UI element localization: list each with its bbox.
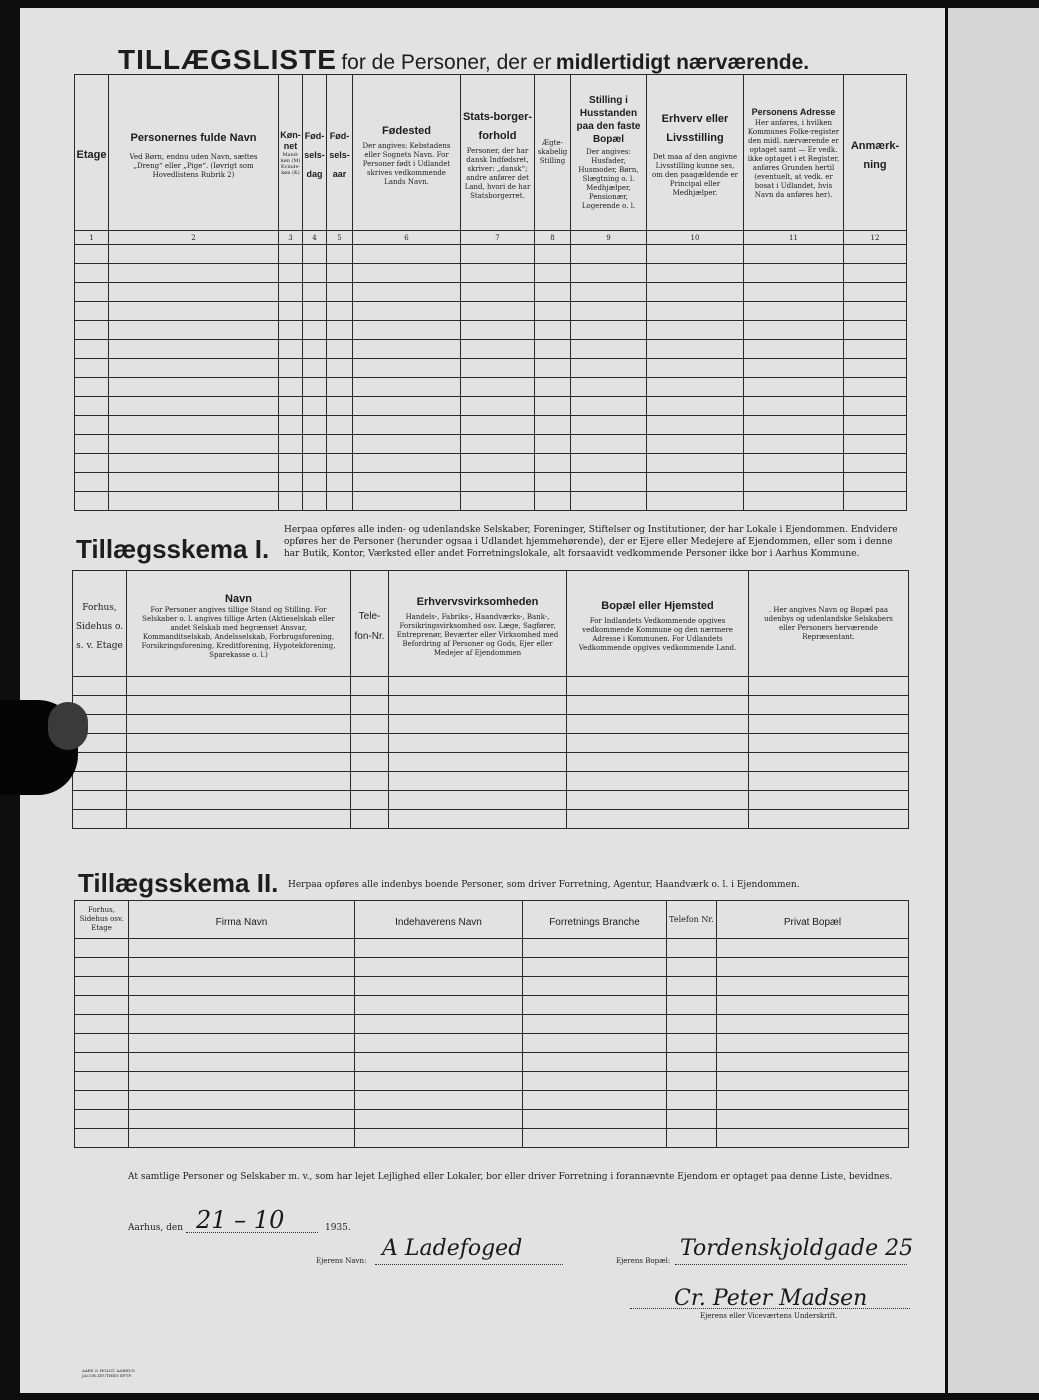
table-row	[75, 958, 909, 977]
table-row	[75, 996, 909, 1015]
year-label: 1935.	[325, 1223, 351, 1233]
table-row	[75, 939, 909, 958]
owner-address-line	[675, 1264, 907, 1265]
main-title-rest-a: for de Personer, der er	[341, 51, 552, 74]
s2-col-branche: Forretnings Branche	[523, 901, 667, 939]
s2-col-telefon: Telefon Nr.	[667, 901, 717, 939]
table-row	[75, 416, 907, 435]
signature-label: Ejerens eller Viceværtens Underskrift.	[700, 1312, 838, 1320]
table-row	[75, 492, 907, 511]
skema2-table	[74, 900, 909, 1148]
col-foedselsdag: Fød-sels-dag	[303, 75, 327, 231]
col-aegteskab: Ægte-skabelig Stilling	[535, 75, 571, 231]
skema1-intro: Herpaa opføres alle inden- og udenlandske Selskaber, Foreninger, Stiftelser og Institutioner, der har Lokale i Ejendommen. Endvidere opføres her de Personer (herunder ogsaa i Udlandet hjemmehørende), der er Ejere eller Medejere af Ejendommen, eller som i denne har Butik, Kontor, Værksted eller andet Forretningslokale, alt forsaavidt vedkommende Personer ikke bor i Aarhus Kommune.	[284, 525, 898, 559]
table-row	[75, 1053, 909, 1072]
table-row	[75, 283, 907, 302]
col-adresse: Personens Adresse Her anføres, i hvilken Kommunes Folke-register den midl. nærværende er optaget samt — Er vedk. ikke optaget i et Register, anføres Grunden hertil (eventuelt, at vedk. er bosat i Udlandet, hvis Navn da anføres her).	[744, 75, 844, 231]
table-row	[75, 1072, 909, 1091]
table-row	[73, 677, 909, 696]
s1-col-navn: Navn For Personer angives tillige Stand og Stilling. For Selskaber o. l. angives tillige Arten (Aktieselskab eller andet Selskab med begrænset Ansvar, Kommanditselskab, Andelsselskab, Forbrugsforening, Forsikringsforening, Kreditforening, Hypotekforening, Sparekasse o. l.)	[127, 571, 351, 677]
owner-name-line	[375, 1264, 563, 1265]
s1-col-telefon: Tele-fon-Nr.	[351, 571, 389, 677]
table-row	[75, 1091, 909, 1110]
table-row	[75, 1129, 909, 1148]
table-row	[75, 977, 909, 996]
s1-col-bopael: Bopæl eller Hjemsted For Indlandets Vedkommende opgives vedkommende Kommune og den nærmere Adresse i Kommunen. For Udlandets Vedkommende opgives vedkommende Land.	[567, 571, 749, 677]
table-row	[73, 791, 909, 810]
table-row	[75, 473, 907, 492]
table-row	[73, 696, 909, 715]
signature-handwritten: Cr. Peter Madsen	[674, 1286, 868, 1311]
skema1-table	[72, 570, 909, 829]
s2-col-firma: Firma Navn	[129, 901, 355, 939]
table-row	[75, 1034, 909, 1053]
col-etage: Etage	[75, 75, 109, 231]
owner-name-handwritten: A Ladefoged	[382, 1236, 523, 1261]
skema2-intro: Herpaa opføres alle indenbys boende Personer, som driver Forretning, Agentur, Haandværk o. l. i Ejendommen.	[288, 880, 800, 890]
skema1-header-row	[73, 571, 909, 677]
printer-mark: AARS & HOLST, AARHUS JACOB ZEUTHEN EFTF.	[82, 1368, 135, 1378]
attestation-text: At samtlige Personer og Selskaber m. v., som har lejet Lejlighed eller Lokaler, bor eller driver Forretning i forannævnte Ejendom er optaget paa denne Liste, bevidnes.	[128, 1172, 893, 1182]
col-koen: Køn-net Mand-køn (M) Kvinde-køn (K)	[279, 75, 303, 231]
form-page	[20, 8, 945, 1393]
s1-col-etage: Forhus, Sidehus o. s. v. Etage	[73, 571, 127, 677]
table-row	[75, 454, 907, 473]
place-label: Aarhus, den	[128, 1223, 183, 1233]
table-row	[75, 1110, 909, 1129]
date-handwritten: 21 – 10	[196, 1206, 285, 1234]
skema2-title: Tillægsskema II.	[78, 868, 279, 898]
table-row	[73, 753, 909, 772]
s2-col-etage: Forhus, Sidehus osv. Etage	[75, 901, 129, 939]
owner-address-label: Ejerens Bopæl:	[616, 1257, 671, 1265]
s2-col-indehaver: Indehaverens Navn	[355, 901, 523, 939]
table-row	[75, 1015, 909, 1034]
table-row	[75, 245, 907, 264]
table-row	[75, 397, 907, 416]
col-navn: Personernes fulde Navn Ved Børn, endnu uden Navn, sættes „Dreng“ eller „Pige“. (Iøvrigt som Hovedlistens Rubrik 2)	[109, 75, 279, 231]
table-row	[73, 772, 909, 791]
s2-col-bopael: Privat Bopæl	[717, 901, 909, 939]
main-title-big: TILLÆGSLISTE	[118, 44, 337, 75]
signature-line	[630, 1308, 910, 1309]
adjacent-page	[948, 8, 1039, 1393]
table-row	[75, 321, 907, 340]
s1-col-repraesentant: . Her angives Navn og Bopæl paa udenbys og udenlandske Selskabers eller Personers herværende Repræsentant.	[749, 571, 909, 677]
table-row	[75, 435, 907, 454]
col-foedested: Fødested Der angives: Kebstadens eller Sognets Navn. For Personer født i Udlandet skrives vedkommende Lands Navn.	[353, 75, 461, 231]
main-title-rest-b: midlertidigt nærværende.	[555, 51, 810, 74]
table-row	[75, 302, 907, 321]
skema1-title: Tillægsskema I.	[76, 534, 270, 564]
liste-number-row: 1 2 3 4 5 6 7 8 9 10 11 12	[75, 231, 907, 245]
col-anmaerkning: Anmærk-ning	[844, 75, 907, 231]
skema2-header-row	[75, 901, 909, 939]
s1-col-erhverv: Erhvervsvirksomheden Handels-, Fabriks-, Haandværks-, Bank-, Forsikringsvirksomhed osv. Læge, Sagfører, Entreprenør, Beværter eller Virksomhed med Befordring af Personer og Gods, Ejer eller Medejer af Ejendommen	[389, 571, 567, 677]
owner-address-handwritten: Tordenskjoldgade 25	[680, 1236, 914, 1261]
binder-clip-highlight	[48, 702, 88, 750]
table-row	[73, 715, 909, 734]
liste-header-row	[75, 75, 907, 231]
table-row	[75, 340, 907, 359]
owner-name-label: Ejerens Navn:	[316, 1257, 367, 1265]
tillaegsliste-table	[74, 74, 907, 511]
col-stilling-husstand: Stilling i Husstanden paa den faste Bopæl Der angives: Husfader, Husmoder, Børn, Slægtning o. l. Medhjælper, Pensionær, Logerende o. l.	[571, 75, 647, 231]
col-statsborger: Stats-borger-forhold Personer, der har dansk Indfødsret, skriver: „dansk“; andre anfører det Land, hvori de har Statsborgerret.	[461, 75, 535, 231]
table-row	[75, 378, 907, 397]
main-title	[118, 44, 809, 76]
table-row	[73, 734, 909, 753]
table-row	[75, 264, 907, 283]
col-erhverv: Erhverv eller Livsstilling Det maa af den angivne Livsstilling kunne ses, om den paagældende er Principal eller Medhjælper.	[647, 75, 744, 231]
table-row	[75, 359, 907, 378]
col-foedselsaar: Fød-sels-aar	[327, 75, 353, 231]
table-row	[73, 810, 909, 829]
